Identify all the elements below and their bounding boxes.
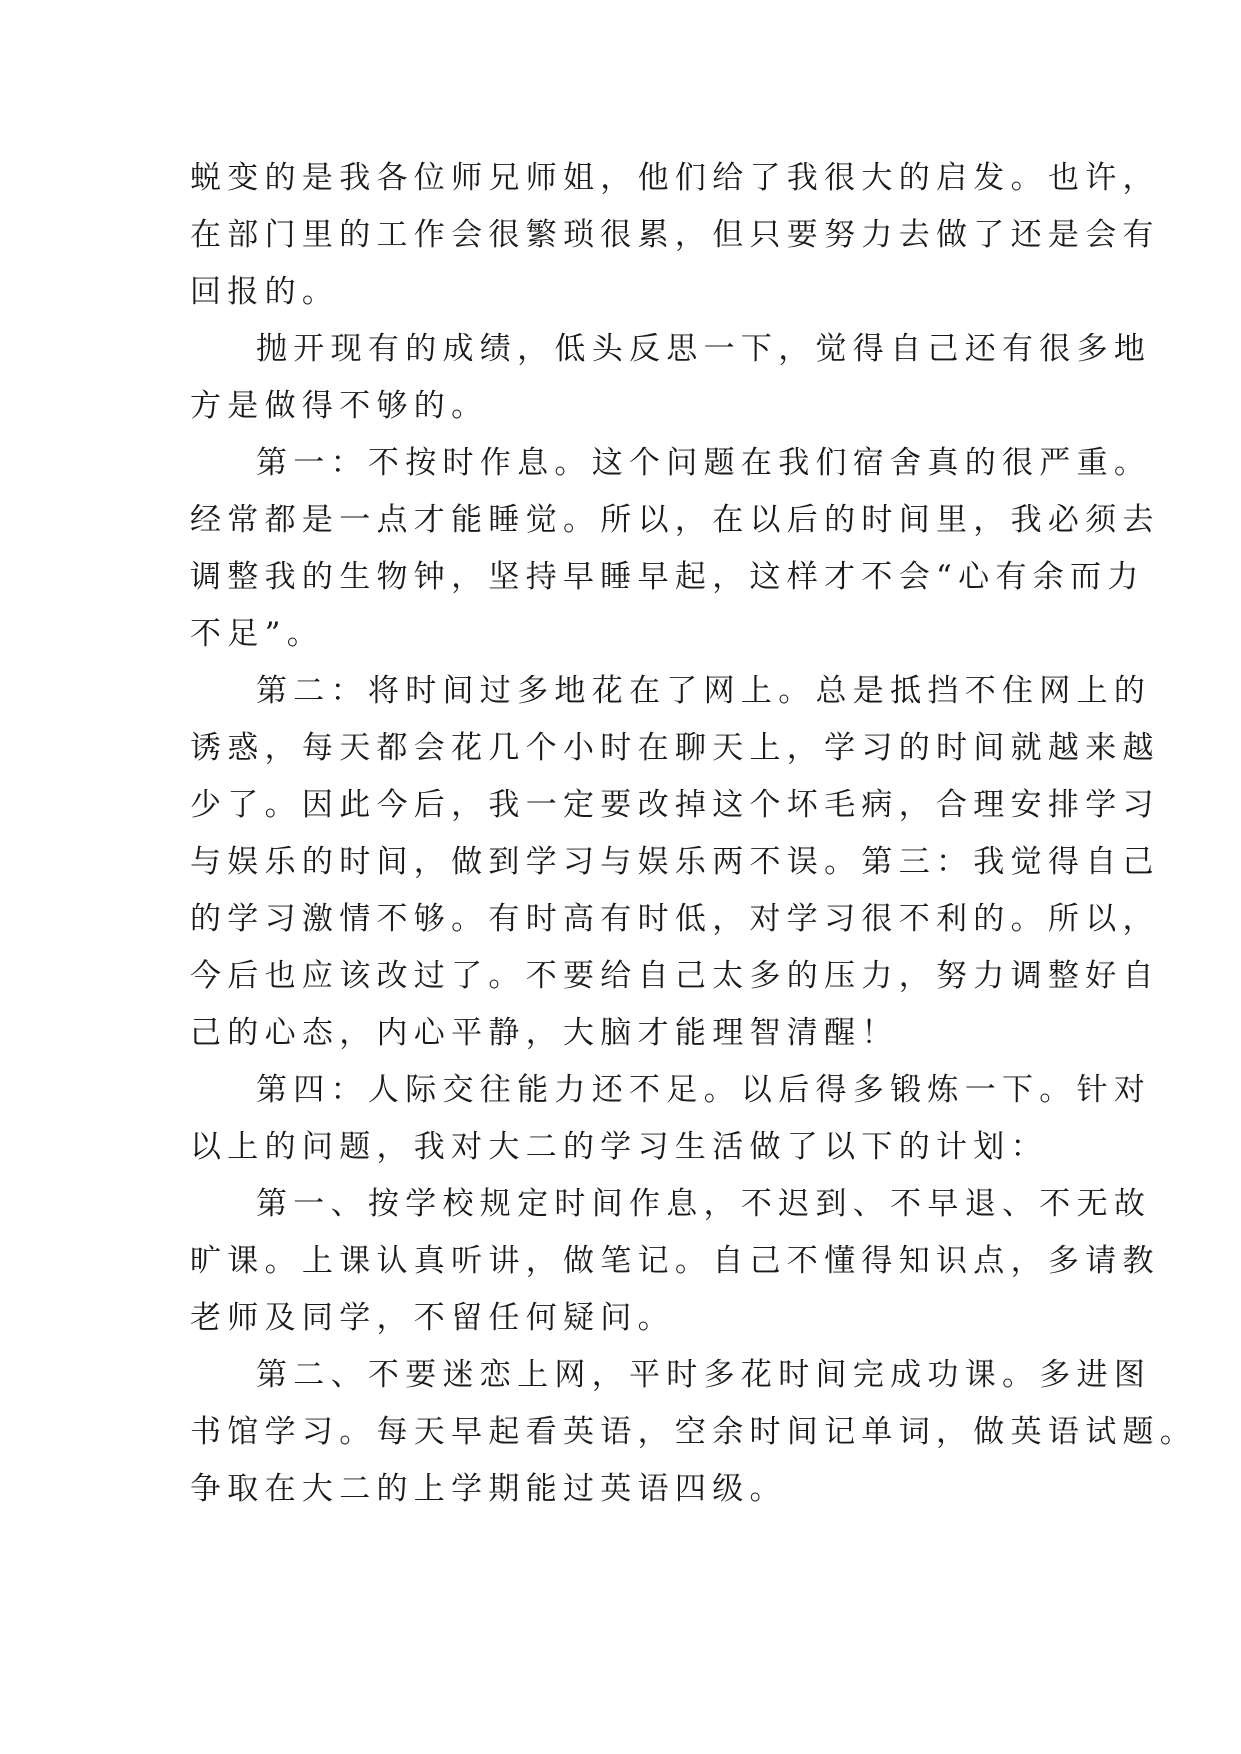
text-line: 与娱乐的时间，做到学习与娱乐两不误。第三：我觉得自己 (190, 844, 1160, 880)
text-line: 第一：不按时作息。这个问题在我们宿舍真的很严重。 (256, 445, 1152, 481)
text-line: 方是做得不够的。 (190, 388, 489, 424)
text-line: 回报的。 (190, 274, 340, 310)
text-line: 老师及同学，不留任何疑问。 (190, 1300, 675, 1336)
text-line: 诱惑，每天都会花几个小时在聊天上，学习的时间就越来越 (190, 730, 1160, 766)
text-line: 第四：人际交往能力还不足。以后得多锻炼一下。针对 (256, 1072, 1152, 1108)
text-line: 旷课。上课认真听讲，做笔记。自己不懂得知识点，多请教 (190, 1243, 1160, 1279)
text-line: 以上的问题，我对大二的学习生活做了以下的计划： (190, 1129, 1048, 1165)
text-line: 少了。因此今后，我一定要改掉这个坏毛病，合理安排学习 (190, 787, 1160, 823)
text-line: 调整我的生物钟，坚持早睡早起，这样才不会“心有余而力 (190, 559, 1145, 595)
text-line: 第二、不要迷恋上网，平时多花时间完成功课。多进图 (256, 1357, 1152, 1393)
text-line: 的学习激情不够。有时高有时低，对学习很不利的。所以， (190, 901, 1160, 937)
text-line: 己的心态，内心平静，大脑才能理智清醒！ (190, 1015, 899, 1051)
text-line: 在部门里的工作会很繁琐很累，但只要努力去做了还是会有 (190, 217, 1160, 253)
text-line: 经常都是一点才能睡觉。所以，在以后的时间里，我必须去 (190, 502, 1160, 538)
text-line: 第一、按学校规定时间作息，不迟到、不早退、不无故 (256, 1186, 1152, 1222)
text-line: 今后也应该改过了。不要给自己太多的压力，努力调整好自 (190, 958, 1160, 994)
text-line: 第二：将时间过多地花在了网上。总是抵挡不住网上的 (256, 673, 1152, 709)
text-line: 不足”。 (190, 616, 325, 652)
text-line: 书馆学习。每天早起看英语，空余时间记单词，做英语试题。 (190, 1414, 1198, 1450)
text-line: 抛开现有的成绩，低头反思一下，觉得自己还有很多地 (256, 331, 1152, 367)
text-line: 争取在大二的上学期能过英语四级。 (190, 1471, 787, 1507)
text-line: 蜕变的是我各位师兄师姐，他们给了我很大的启发。也许， (190, 160, 1160, 196)
